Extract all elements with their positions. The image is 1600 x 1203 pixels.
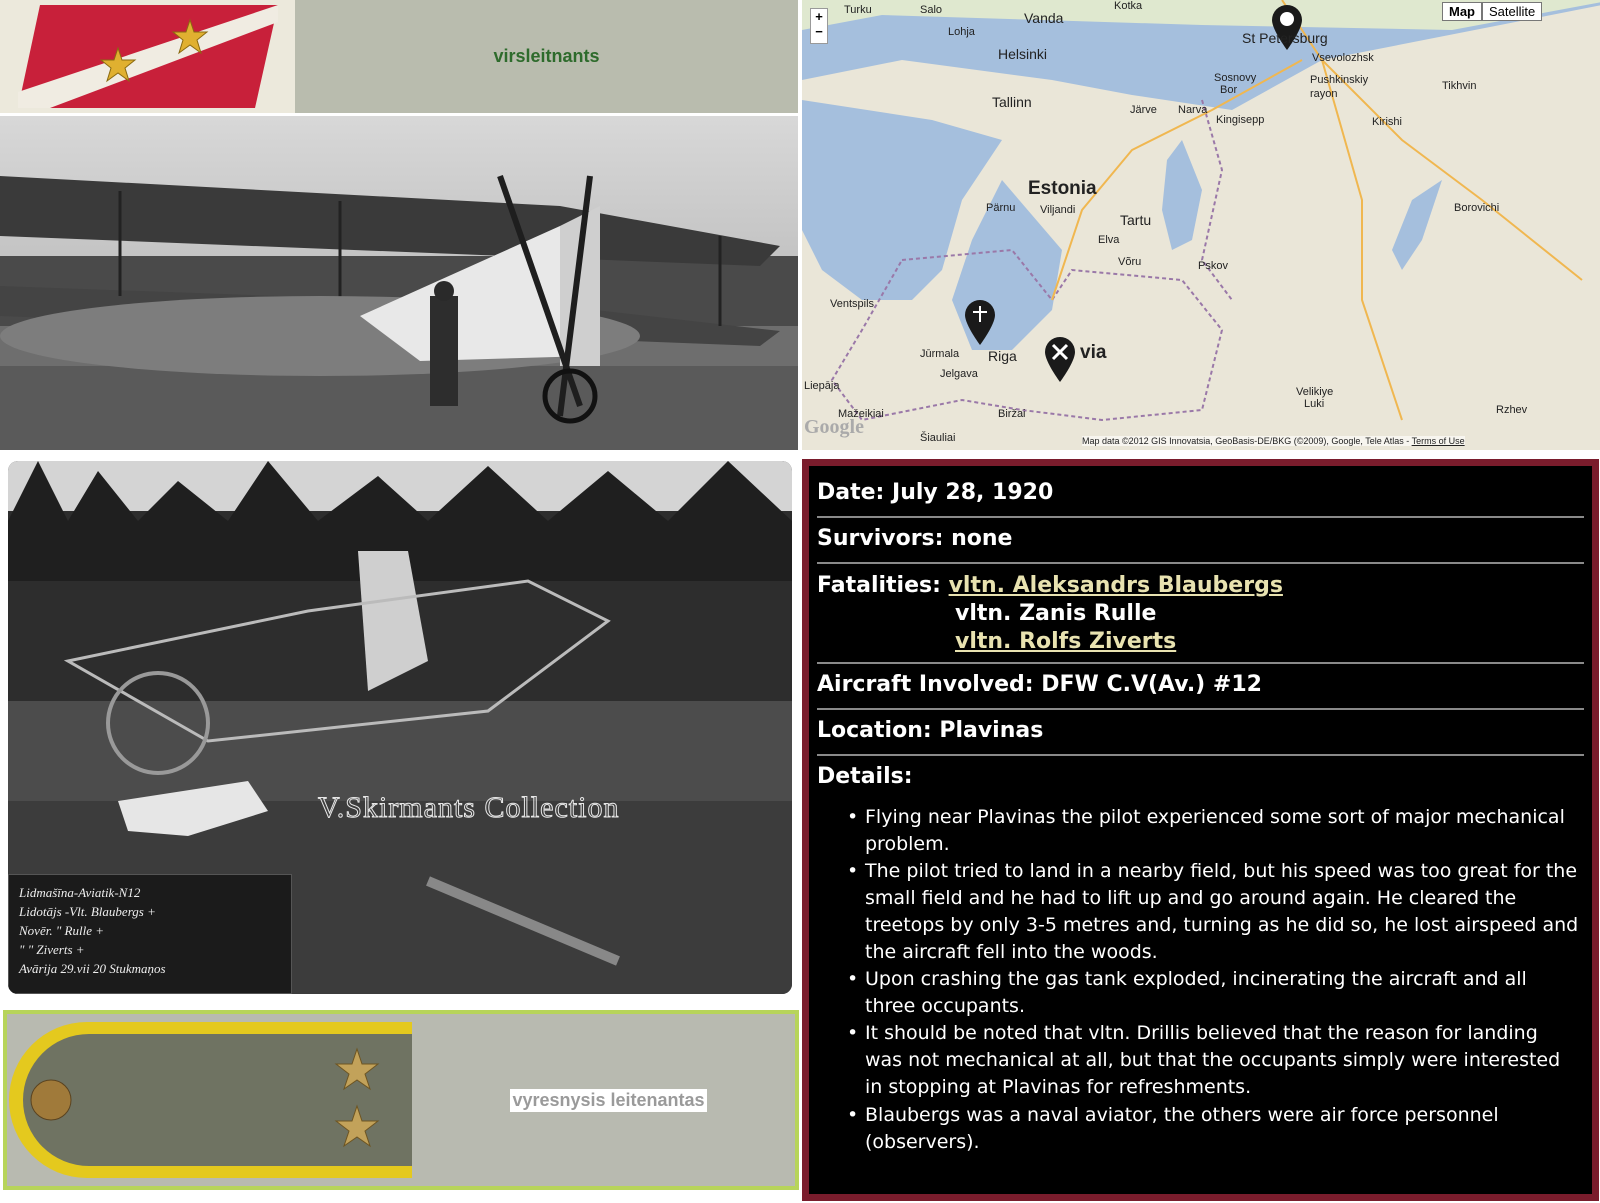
caption-line: Lidmašīna-Aviatik-N12 — [19, 885, 141, 900]
place-label: Võru — [1118, 256, 1142, 268]
place-label: Helsinki — [998, 46, 1048, 62]
biplane-photo — [0, 116, 798, 450]
google-logo: Google — [804, 416, 864, 438]
collar-patch-image — [0, 0, 295, 113]
place-label: Velikiye — [1296, 386, 1334, 398]
survivors-row — [817, 520, 1584, 564]
place-label: Lohja — [948, 26, 975, 38]
place-label: Pärnu — [986, 202, 1016, 214]
caption-line: " " Ziverts + — [19, 942, 85, 957]
zoom-in-button[interactable]: + — [815, 9, 823, 24]
accident-details-panel — [802, 459, 1599, 1201]
caption-line: Novēr. " Rulle + — [19, 923, 104, 938]
terms-link[interactable]: Terms of Use — [1411, 436, 1465, 446]
place-label: Narva — [1178, 104, 1208, 116]
place-label: Turku — [844, 4, 872, 16]
fatalities-row — [817, 566, 1584, 664]
place-label: Šiauliai — [920, 432, 956, 444]
place-label: Pskov — [1198, 260, 1228, 272]
detail-bullet: • Flying near Plavinas the pilot experienced some sort of major mechanical problem. — [865, 804, 1580, 858]
date-label: Date: — [817, 480, 885, 505]
survivors-label: Survivors: — [817, 526, 944, 551]
place-label: Jūrmala — [920, 348, 960, 360]
map-canvas[interactable] — [802, 0, 1600, 450]
map-panel[interactable] — [800, 0, 1600, 450]
place-label: Järve — [1130, 104, 1157, 116]
zoom-out-button[interactable]: − — [815, 24, 823, 39]
place-label: Kingisepp — [1216, 114, 1265, 126]
detail-bullet: • Upon crashing the gas tank exploded, incinerating the aircraft and all three occupants. — [865, 966, 1580, 1020]
caption-line: Avārija 29.vii 20 Stukmaņos — [19, 961, 166, 976]
crash-photo — [8, 461, 792, 994]
place-label: Riga — [988, 348, 1017, 364]
place-label: Biržai — [998, 408, 1026, 420]
location-value: Plavinas — [939, 718, 1044, 743]
place-label: Kirishi — [1372, 116, 1402, 128]
place-label: Elva — [1098, 234, 1120, 246]
aircraft-label: Aircraft Involved: — [817, 672, 1034, 697]
map-view-button[interactable]: Map — [1442, 2, 1482, 21]
place-label: Rzhev — [1496, 404, 1528, 416]
map-attribution: Map data ©2012 GIS Innovatsia, GeoBasis-DE/BKG (©2009), Google, Tele Atlas - — [1082, 436, 1410, 446]
biplane-image — [0, 116, 798, 450]
watermark-text: V.Skirmants Collection — [318, 791, 620, 824]
place-label: Kotka — [1114, 0, 1143, 12]
place-label: Tallinn — [992, 94, 1032, 110]
fatality-link[interactable]: vltn. Rolfs Ziverts — [955, 629, 1177, 654]
fatality-link[interactable]: vltn. Aleksandrs Blaubergs — [948, 573, 1283, 598]
place-label: Mažeikiai — [838, 408, 884, 420]
detail-bullet: • It should be noted that vltn. Drillis believed that the reason for landing was not mechanical at all, but that the occupants simply were interested in stopping at Plavinas for refreshments. — [865, 1020, 1580, 1101]
aircraft-row — [817, 666, 1584, 710]
place-label: Luki — [1304, 398, 1325, 410]
place-label: rayon — [1310, 88, 1338, 100]
place-label: Sosnovy — [1214, 72, 1257, 84]
date-value: July 28, 1920 — [892, 480, 1054, 505]
caption-line: Lidotājs -Vlt. Blaubergs + — [19, 904, 156, 919]
location-label: Location: — [817, 718, 932, 743]
aircraft-value: DFW C.V(Av.) #12 — [1041, 672, 1262, 697]
place-label: Ventspils — [830, 298, 875, 310]
place-label: Salo — [920, 4, 943, 16]
country-label: via — [1080, 342, 1107, 363]
place-label: St Petersburg — [1242, 30, 1328, 46]
place-label: Vsevolozhsk — [1312, 52, 1374, 64]
rank-label-lithuanian: vyresnysis leitenantas — [512, 1089, 705, 1110]
location-row — [817, 712, 1584, 756]
rank-label-latvian: virsleitnants — [493, 46, 600, 66]
place-label: Viljandi — [1040, 204, 1076, 216]
country-label: Estonia — [1028, 178, 1097, 199]
rank-insignia-panel-bottom — [3, 1010, 799, 1190]
shoulder-board-image — [7, 1014, 422, 1186]
place-label: Pushkinskiy — [1310, 74, 1369, 86]
detail-bullet: • Blaubergs was a naval aviator, the others were air force personnel (observers). — [865, 1102, 1580, 1156]
button-icon — [31, 1080, 71, 1120]
place-label: Liepāja — [804, 380, 840, 392]
fatalities-label: Fatalities: — [817, 573, 941, 598]
survivors-value: none — [951, 526, 1013, 551]
satellite-view-button[interactable]: Satellite — [1482, 2, 1542, 21]
rank-patch-area — [0, 0, 295, 113]
date-row — [817, 474, 1584, 518]
place-label: Jelgava — [940, 368, 978, 380]
details-inner — [809, 466, 1592, 1194]
handwritten-caption — [8, 874, 292, 994]
details-heading: Details: — [817, 764, 913, 789]
rank-insignia-panel-top — [0, 0, 798, 113]
place-label: Tikhvin — [1442, 80, 1477, 92]
place-label: Bor — [1220, 84, 1238, 96]
detail-bullet: • The pilot tried to land in a nearby field, but his speed was too great for the small field and he had to lift up and go around again. He cleared the treetops by only 3-5 metres and, turning as he did so, he lost airspeed and the aircraft fell into the woods. — [865, 858, 1580, 966]
fatality-name: vltn. Zanis Rulle — [955, 601, 1157, 626]
place-label: Tartu — [1120, 212, 1152, 228]
place-label: Vanda — [1024, 10, 1064, 26]
place-label: Borovichi — [1454, 202, 1500, 214]
